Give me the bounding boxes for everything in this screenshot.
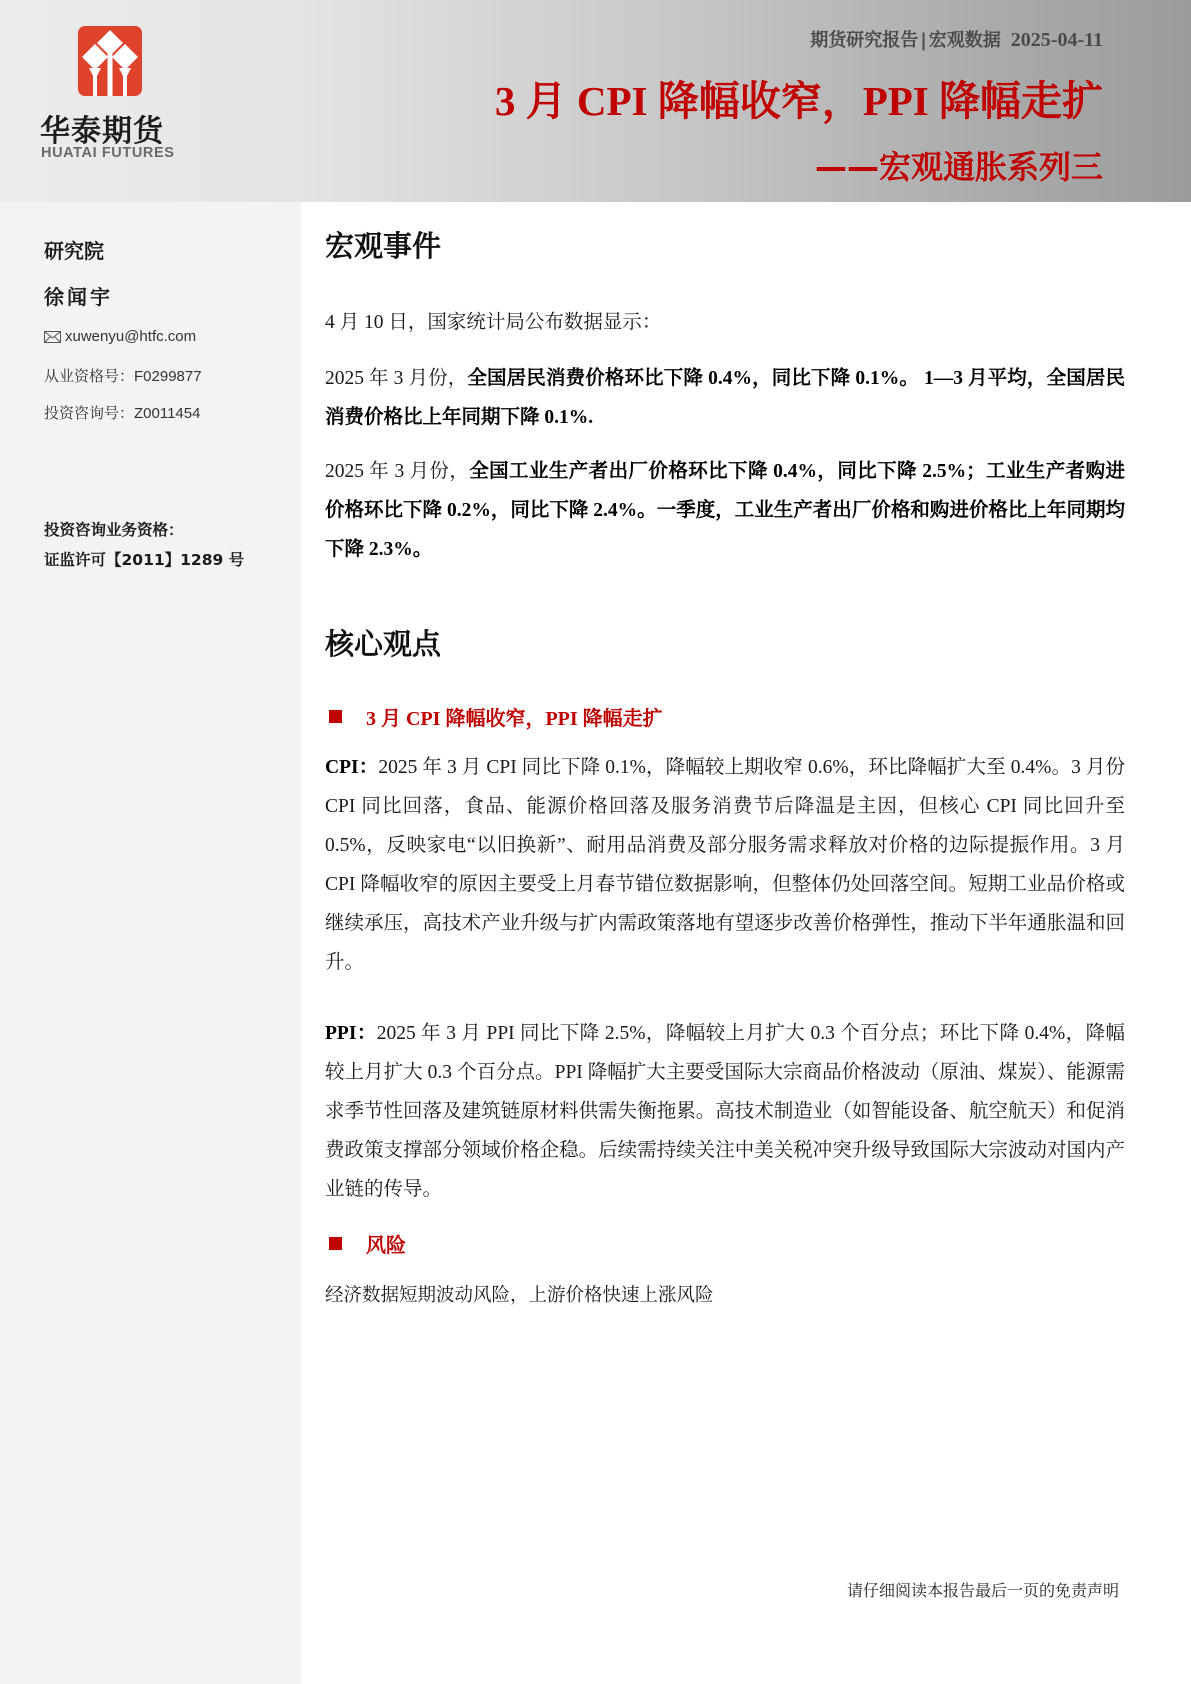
cpi-release-prefix: 2025 年 3 月份， bbox=[325, 368, 468, 389]
ppi-label: PPI： bbox=[325, 1023, 377, 1044]
ppi-release-bold: 全国工业生产者出厂价格环比下降 0.4%，同比下降 2.5%；工业生产者购进价格环比下降 0.2%，同比下降 2.4%。一季度，工业生产者出厂价格和购进价格比上年同期均下降 2.3%。 bbox=[325, 461, 1125, 560]
author-sidebar bbox=[0, 202, 301, 1684]
department: 研究院 bbox=[44, 239, 104, 263]
report-meta bbox=[810, 26, 1103, 52]
bullet-heading-risk bbox=[329, 1229, 406, 1258]
consult-number: Z0011454 bbox=[134, 405, 201, 422]
report-date: 2025-04-11 bbox=[1010, 29, 1103, 51]
cpi-release-bold: 全国居民消费价格环比下降 0.4%，同比下降 0.1%。 1—3 月平均，全国居民消费价格比上年同期下降 0.1%. bbox=[325, 368, 1125, 428]
report-type: 期货研究报告 bbox=[810, 30, 919, 51]
section-heading-core-views: 核心观点 bbox=[325, 627, 442, 661]
ppi-analysis-text: 2025 年 3 月 PPI 同比下降 2.5%，降幅较上月扩大 0.3 个百分点；环比下降 0.4%，降幅较上月扩大 0.3 个百分点。PPI 降幅扩大主要受国际大宗商品价格波动（原油、煤炭）、能源需求季节性回落及建筑链原材料供需失衡拖累。高技术制造业（如智能设备、航空航天）和促消费政策支撑部分领域价格企稳。后续需持续关注中美关税冲突升级导致国际大宗波动对国内产业链的传导。 bbox=[325, 1023, 1126, 1200]
report-category: 宏观数据 bbox=[928, 30, 1001, 51]
license-label: 从业资格号： bbox=[44, 368, 135, 385]
ppi-release-paragraph bbox=[325, 452, 1125, 569]
red-square-bullet-icon bbox=[329, 1237, 342, 1250]
consult-row bbox=[44, 402, 200, 423]
report-title: 3 月 CPI 降幅收窄，PPI 降幅走扩 bbox=[494, 78, 1103, 124]
bullet-heading-text: 3 月 CPI 降幅收窄，PPI 降幅走扩 bbox=[366, 708, 663, 730]
intro-paragraph: 4 月 10 日，国家统计局公布数据显示： bbox=[325, 312, 662, 333]
bullet-heading-cpi-ppi bbox=[329, 702, 663, 731]
report-subtitle: ——宏观通胀系列三 bbox=[814, 148, 1103, 186]
logo-name-cn: 华泰期货 bbox=[40, 114, 164, 149]
cpi-analysis-text: 2025 年 3 月 CPI 同比下降 0.1%，降幅较上期收窄 0.6%，环比降幅扩大至 0.4%。3 月份 CPI 同比回落，食品、能源价格回落及服务消费节后降温是主因，但核心 CPI 同比回升至 0.5%，反映家电“以旧换新”、耐用品消费及部分服务需求释放对价格的边际提振作用。3 月 CPI 降幅收窄的原因主要受上月春节错位数据影响，但整体仍处回落空间。短期工业品价格或继续承压，高技术产业升级与扩内需政策落地有望逐步改善价格弹性，推动下半年通胀温和回升。 bbox=[325, 757, 1125, 973]
meta-separator: | bbox=[920, 30, 927, 51]
cpi-label: CPI： bbox=[325, 757, 379, 778]
disclaimer-note: 请仔细阅读本报告最后一页的免责声明 bbox=[846, 1581, 1119, 1600]
consult-label: 投资咨询号： bbox=[44, 405, 135, 422]
cpi-release-paragraph bbox=[325, 359, 1125, 437]
cpi-analysis-paragraph bbox=[325, 748, 1125, 982]
huatai-logo-icon bbox=[78, 26, 142, 96]
qualification-label: 投资咨询业务资格： bbox=[44, 521, 184, 539]
ppi-analysis-paragraph bbox=[325, 1014, 1125, 1209]
envelope-icon bbox=[44, 331, 61, 343]
license-number: F0299877 bbox=[134, 368, 202, 385]
logo-name-en: HUATAI FUTURES bbox=[41, 145, 175, 161]
ppi-release-prefix: 2025 年 3 月份， bbox=[325, 461, 470, 482]
qualification-value: 证监许可【2011】1289 号 bbox=[44, 551, 245, 569]
risk-paragraph: 经济数据短期波动风险，上游价格快速上涨风险 bbox=[325, 1285, 714, 1306]
risk-heading-text: 风险 bbox=[366, 1235, 406, 1257]
license-row bbox=[44, 365, 202, 386]
red-square-bullet-icon bbox=[329, 710, 342, 723]
report-header bbox=[0, 0, 1191, 202]
author-email-row bbox=[44, 328, 196, 345]
section-heading-macro-events: 宏观事件 bbox=[325, 229, 442, 263]
author-email[interactable]: xuwenyu@htfc.com bbox=[65, 328, 197, 345]
qualification-block bbox=[44, 515, 244, 575]
author-name: 徐闻宇 bbox=[44, 285, 113, 309]
